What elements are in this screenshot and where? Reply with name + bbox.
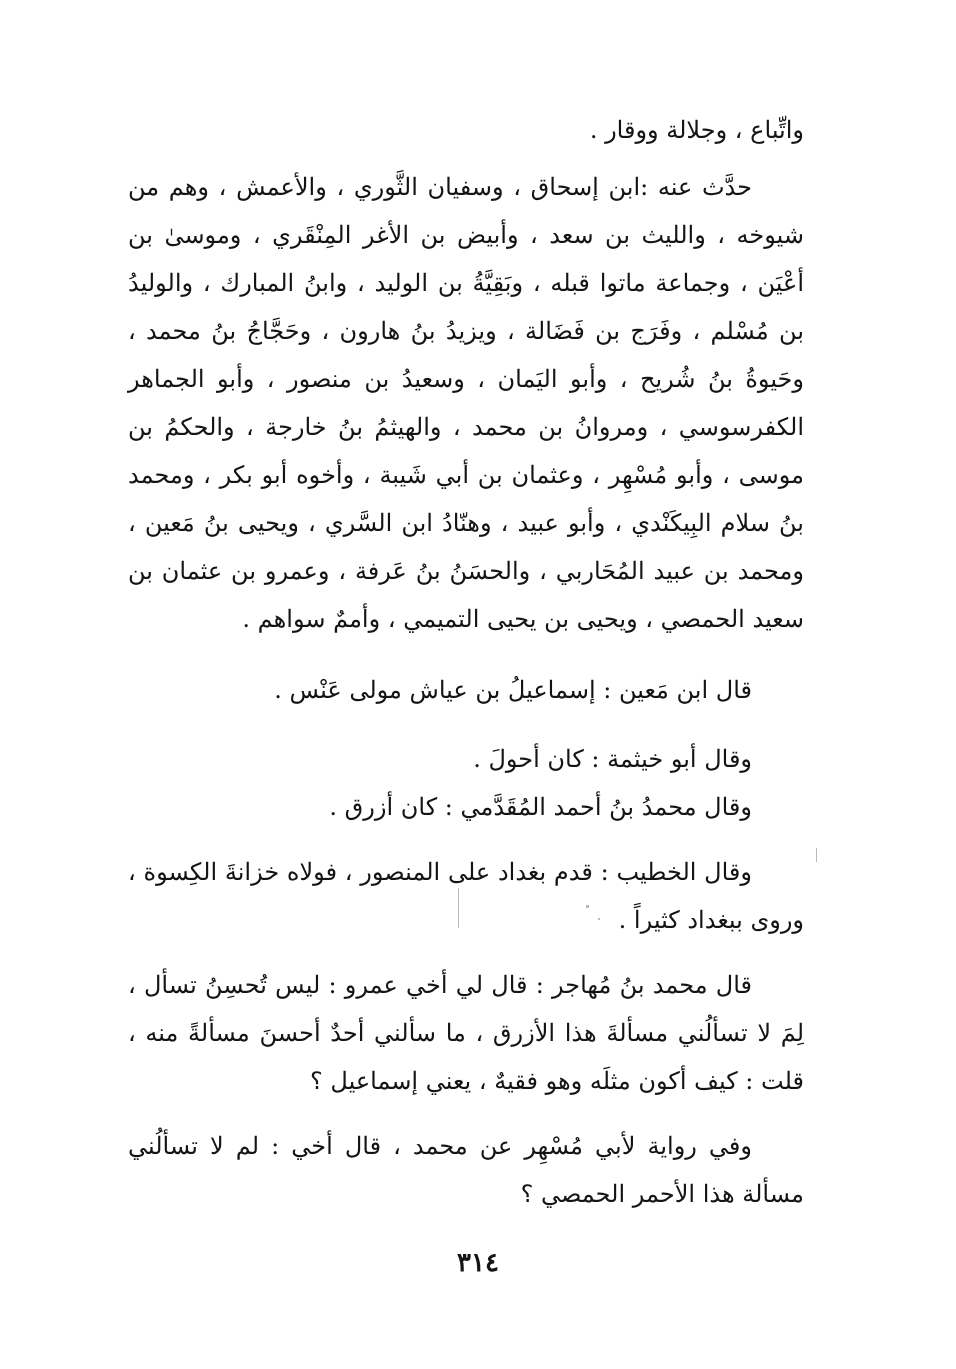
paragraph-abu-mushir [128, 1122, 804, 1218]
scan-speck [598, 918, 600, 920]
paragraph-text: وقال الخطيب : قدم بغداد على المنصور ، فولاه خزانةَ الكِسوة ، وروى ببغداد كثيراً . [128, 858, 804, 934]
page-number: ٣١٤ [457, 1248, 499, 1278]
paragraph-text: حدَّث عنه :ابن إسحاق ، وسفيان الثَّوري ، والأعمش ، وهم من شيوخه ، والليث بن سعد ، وأبيض بن الأغر المِنْقَري ، وموسىٰ بن أعْيَن ، وجماعة ماتوا قبله ، وبَقِيَّةُ بن الوليد ، وابنُ المبارك ، والوليدُ بن مُسْلم ، وفَرَج بن فَضَالة ، ويزيدُ بنُ هارون ، وحَجَّاجُ بنُ محمد ، وحَيوةُ بنُ شُريح ، وأبو اليَمان ، وسعيدُ بن منصور ، وأبو الجماهر الكفرسوسي ، ومروانُ بن محمد ، والهيثمُ بنُ خارجة ، والحكمُ بن موسى ، وأبو مُسْهِر ، وعثمان بن أبي شَيبة ، وأخوه أبو بكر ، ومحمد بنُ سلام البِيكَنْدي ، وأبو عبيد ، وهنّادُ ابن السَّري ، ويحيى بنُ مَعين ، ومحمد بن عبيد المُحَاربي ، والحسَنُ بنُ عَرفة ، وعمرو بن عثمان بن سعيد الحمصي ، ويحيى بن يحيى التميمي ، وأممٌ سواهم . [128, 173, 804, 633]
paragraph-text: واتِّباع ، وجلالة ووقار . [589, 116, 804, 144]
paragraph-text: قال محمد بنُ مُهاجر : قال لي أخي عمرو : ليس تُحسِنُ تسأل ، لِمَ لا تسألُني مسألةَ هذا الأزرق ، ما سألني أحدٌ أحسنَ مسألةً منه ، قلت : كيف أكون مثلَه وهو فقيهٌ ، يعني إسماعيل ؟ [128, 971, 804, 1095]
paragraph-ibn-main [128, 666, 804, 714]
scan-speck [816, 848, 817, 862]
paragraph-continuation [128, 106, 804, 154]
paragraph-muqaddami [128, 783, 804, 831]
scan-speck [458, 888, 459, 928]
paragraph-text: قال ابن مَعين : إسماعيلُ بن عياش مولى عَنْس . [274, 676, 752, 704]
paragraph-narrators [128, 163, 804, 643]
paragraph-text: وقال أبو خيثمة : كان أحولَ . [473, 745, 752, 773]
paragraph-muhajir [128, 961, 804, 1105]
paragraph-abu-khaythama [128, 735, 804, 783]
paragraph-text: وفي رواية لأبي مُسْهِر عن محمد ، قال أخي : لم لا تسألُني مسألة هذا الأحمر الحمصي ؟ [128, 1132, 804, 1208]
paragraph-text: وقال محمدُ بنُ أحمد المُقَدَّمي : كان أزرق . [329, 793, 752, 821]
scan-speck [586, 905, 589, 908]
paragraph-khatib [128, 848, 804, 944]
